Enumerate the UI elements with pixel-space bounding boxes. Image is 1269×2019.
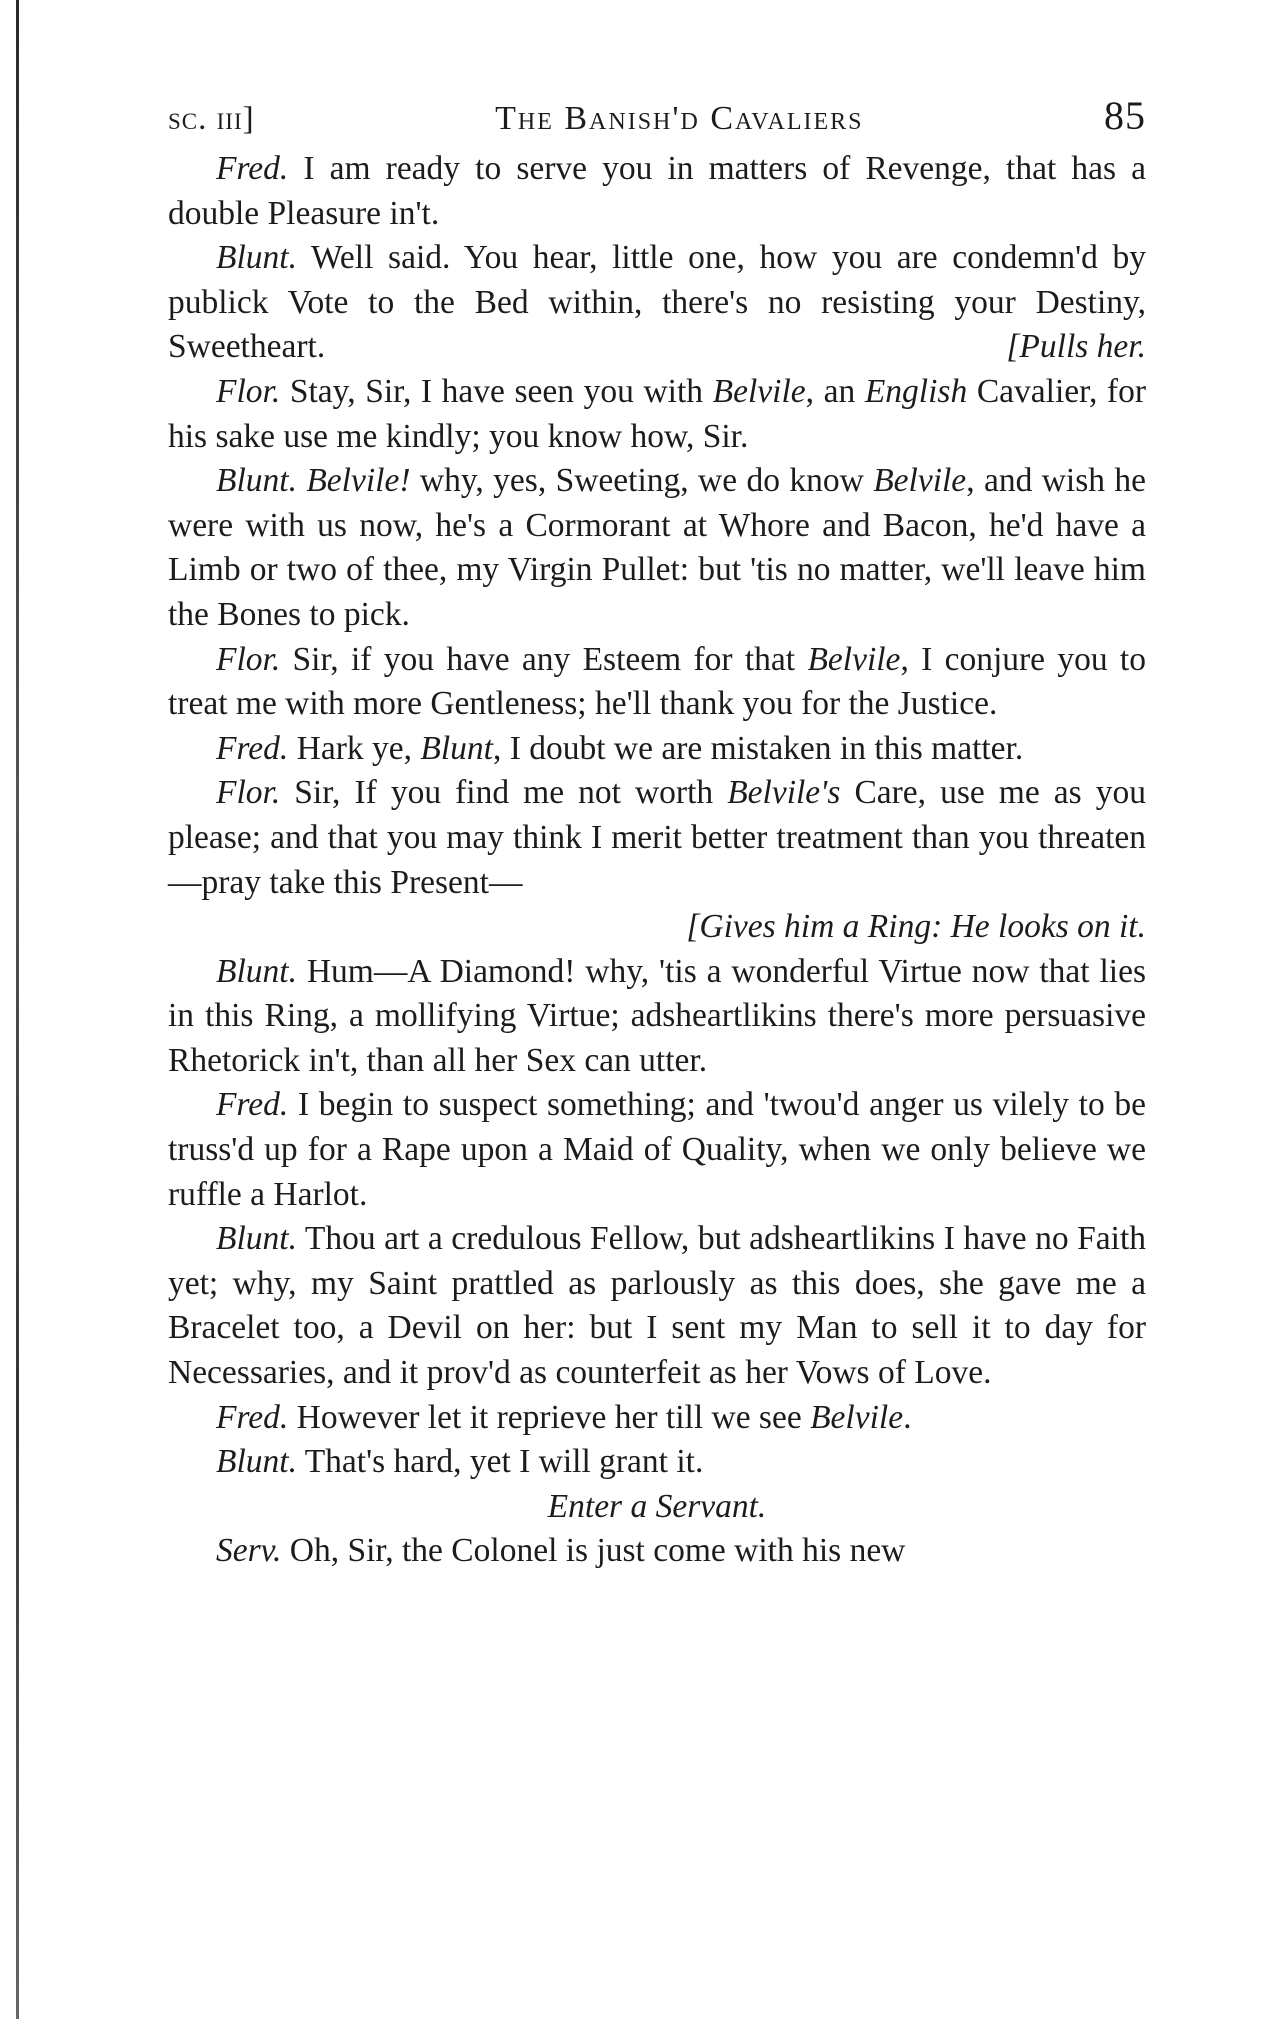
speech-text: why, yes, Sweeting, we do know	[410, 462, 874, 500]
speech-fred-2	[168, 727, 1146, 772]
stage-entry: Enter a Servant.	[547, 1487, 767, 1525]
speech-blunt-5	[168, 1440, 1146, 1485]
speaker-name: Serv.	[216, 1532, 282, 1570]
speech-text: Oh, Sir, the Colonel is just come with his new	[281, 1532, 906, 1570]
speech-text: Care, use me as you please; and that you may think I merit better treatment than you threaten—pray take this Present—	[168, 774, 1146, 901]
speech-text: I am ready to serve you in matters of Revenge, that has a double Pleasure in't.	[168, 150, 1146, 232]
speaker-name: Blunt.	[216, 1220, 297, 1258]
speech-blunt-4	[168, 1217, 1146, 1395]
speaker-name: Blunt.	[216, 1443, 297, 1481]
speech-text: , I conjure you to treat me with more Gentleness; he'll thank you for the Justice.	[168, 640, 1146, 723]
speech-text: , I doubt we are mistaken in this matter.	[492, 729, 1024, 767]
speech-serv-1	[168, 1529, 1146, 1574]
play-text	[168, 147, 1146, 1574]
speech-text: I begin to suspect something; and 'twou'd anger us vilely to be truss'd up for a Rape upon a Maid of Quality, when we only believe we ruffle a Harlot.	[168, 1086, 1146, 1213]
speech-text: Sir, if you have any Esteem for that	[280, 640, 808, 678]
speech-blunt-1	[168, 236, 1146, 370]
speech-text: Well said. You hear, little one, how you are condemn'd by publick Vote to the Bed within, there's no resisting your Destiny, Sweetheart.	[168, 239, 1146, 366]
speech-fred-4	[168, 1396, 1146, 1441]
speech-text: Stay, Sir, I have seen you with	[280, 372, 713, 410]
speaker-name: Flor.	[216, 372, 281, 410]
book-page	[168, 92, 1146, 1574]
name-italic: English	[864, 372, 968, 410]
running-header	[168, 92, 1146, 139]
speech-flor-3	[168, 771, 1146, 949]
name-italic: Belvile	[873, 462, 967, 500]
speech-flor-2	[168, 638, 1146, 727]
speaker-name: Flor.	[216, 640, 281, 678]
speaker-name: Blunt.	[216, 462, 297, 500]
speech-text: , an	[805, 372, 865, 410]
running-title: The Banish'd Cavaliers	[495, 100, 864, 137]
section-marker: sc. iii]	[168, 101, 255, 137]
speaker-name: Flor.	[216, 774, 281, 812]
stage-direction: [Pulls her.	[1006, 328, 1146, 366]
name-italic: Belvile's	[727, 774, 841, 812]
speech-flor-1	[168, 370, 1146, 459]
speaker-name: Fred.	[216, 729, 289, 767]
speech-blunt-3	[168, 950, 1146, 1084]
speaker-name: Fred.	[216, 1398, 289, 1436]
speech-text: .	[903, 1398, 912, 1436]
name-italic: Blunt	[420, 729, 493, 767]
speech-text: , and wish he were with us now, he's a Cormorant at Whore and Bacon, he'd have a Limb or two of thee, my Virgin Pullet: but 'tis no matter, we'll leave him the Bones to pick.	[168, 462, 1146, 633]
speech-fred-3	[168, 1083, 1146, 1217]
speech-blunt-2	[168, 459, 1146, 637]
speaker-name: Blunt.	[216, 239, 297, 277]
speech-text: Hark ye,	[288, 729, 421, 767]
speaker-name: Fred.	[216, 1086, 289, 1124]
name-italic: Belvile	[807, 640, 901, 678]
stage-direction: [Gives him a Ring: He looks on it.	[686, 908, 1146, 946]
speech-text: That's hard, yet I will grant it.	[296, 1443, 704, 1481]
speech-fred-1	[168, 147, 1146, 236]
speech-text: However let it reprieve her till we see	[288, 1398, 811, 1436]
binding-edge-line	[16, 0, 19, 2019]
name-italic: Belvile	[712, 372, 806, 410]
speech-text: Hum—A Diamond! why, 'tis a wonderful Virtue now that lies in this Ring, a mollifying Virtue; adsheartlikins there's more persuasive Rhetorick in't, than all her Sex can utter.	[168, 952, 1146, 1079]
speaker-name: Fred.	[216, 150, 289, 187]
speaker-name: Blunt.	[216, 952, 297, 990]
speech-text: Thou art a credulous Fellow, but adsheartlikins I have no Faith yet; why, my Saint prattled as parlously as this does, she gave me a Bracelet too, a Devil on her: but I sent my Man to sell it to day for Necessaries, and it prov'd as counterfeit as her Vows of Love.	[168, 1220, 1146, 1392]
name-italic: Belvile	[810, 1398, 904, 1436]
name-italic: Belvile!	[296, 462, 411, 500]
page-number: 85	[1104, 93, 1146, 138]
speech-text: Sir, If you find me not worth	[280, 774, 728, 812]
speech-text: Cavalier, for his sake use me kindly; you know how, Sir.	[168, 372, 1146, 455]
